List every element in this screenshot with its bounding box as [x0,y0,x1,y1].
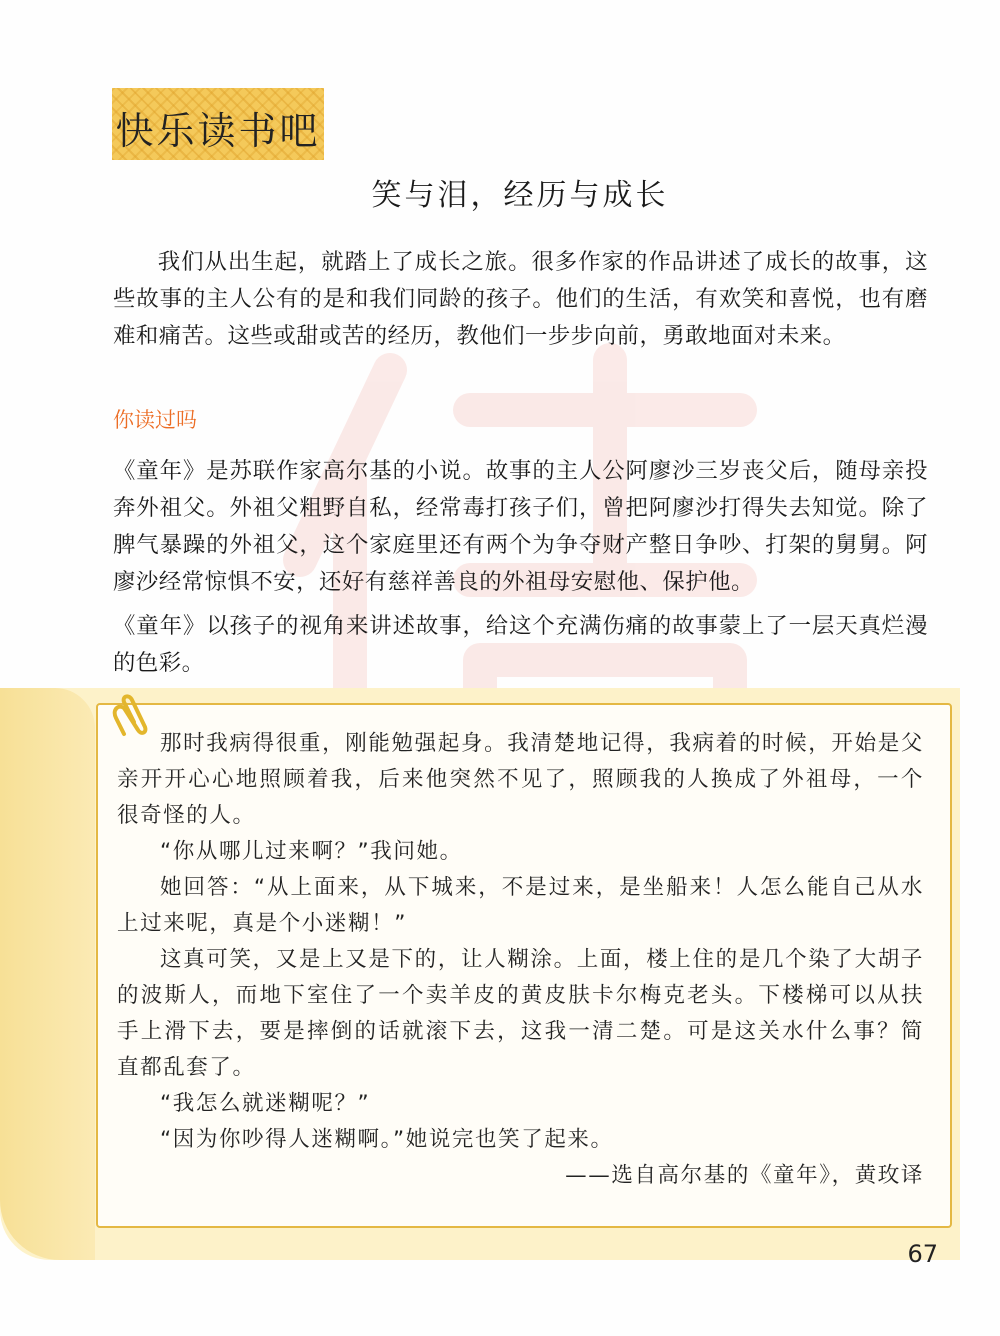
excerpt-paragraph: “我怎么就迷糊呢？” [160,1091,371,1116]
excerpt-paragraph: “因为你吵得人迷糊啊。”她说完也笑了起来。 [160,1127,614,1152]
excerpt-paragraph: 这真可笑，又是上又是下的，让人糊涂。上面，楼上住的是几个染了大胡子的波斯人，而地下室住了一个卖羊皮的黄皮肤卡尔梅克老头。下楼梯可以从扶手上滑下去，要是摔倒的话就滚下去，这我一清二楚。可是这关水什么事？简直都乱套了。 [117,947,924,1080]
page-number: 67 [907,1240,938,1268]
page-title: 笑与泪，经历与成长 [371,178,669,213]
excerpt-source: ——选自高尔基的《童年》，黄玫译 [565,1163,924,1188]
intro-paragraph: 我们从出生起，就踏上了成长之旅。很多作家的作品讲述了成长的故事，这些故事的主人公有的是和我们同龄的孩子。他们的生活，有欢笑和喜悦，也有磨难和痛苦。这些或甜或苦的经历，教他们一步步向前，勇敢地面对未来。 [113,249,928,349]
book-intro-paragraph: 《童年》是苏联作家高尔基的小说。故事的主人公阿廖沙三岁丧父后，随母亲投奔外祖父。外祖父粗野自私，经常毒打孩子们，曾把阿廖沙打得失去知觉。除了脾气暴躁的外祖父，这个家庭里还有两个为争夺财产整日争吵、打架的舅舅。阿廖沙经常惊惧不安，还好有慈祥善良的外祖母安慰他、保护他。 [113,458,928,595]
column-banner [112,88,324,160]
book-intro-paragraph: 《童年》以孩子的视角来讲述故事，给这个充满伤痛的故事蒙上了一层天真烂漫的色彩。 [113,613,928,676]
excerpt-paragraph: 她回答：“从上面来，从下城来，不是过来，是坐船来！人怎么能自己从水上过来呢，真是个小迷糊！” [117,875,924,936]
column-title: 快乐读书吧 [115,109,321,153]
excerpt-page-edge [0,688,95,1260]
excerpt-paragraph: “你从哪儿过来啊？”我问她。 [160,839,463,864]
excerpt-paragraph: 那时我病得很重，刚能勉强起身。我清楚地记得，我病着的时候，开始是父亲开开心心地照顾着我，后来他突然不见了，照顾我的人换成了外祖母，一个很奇怪的人。 [117,731,924,828]
section-heading: 你读过吗 [113,408,197,432]
